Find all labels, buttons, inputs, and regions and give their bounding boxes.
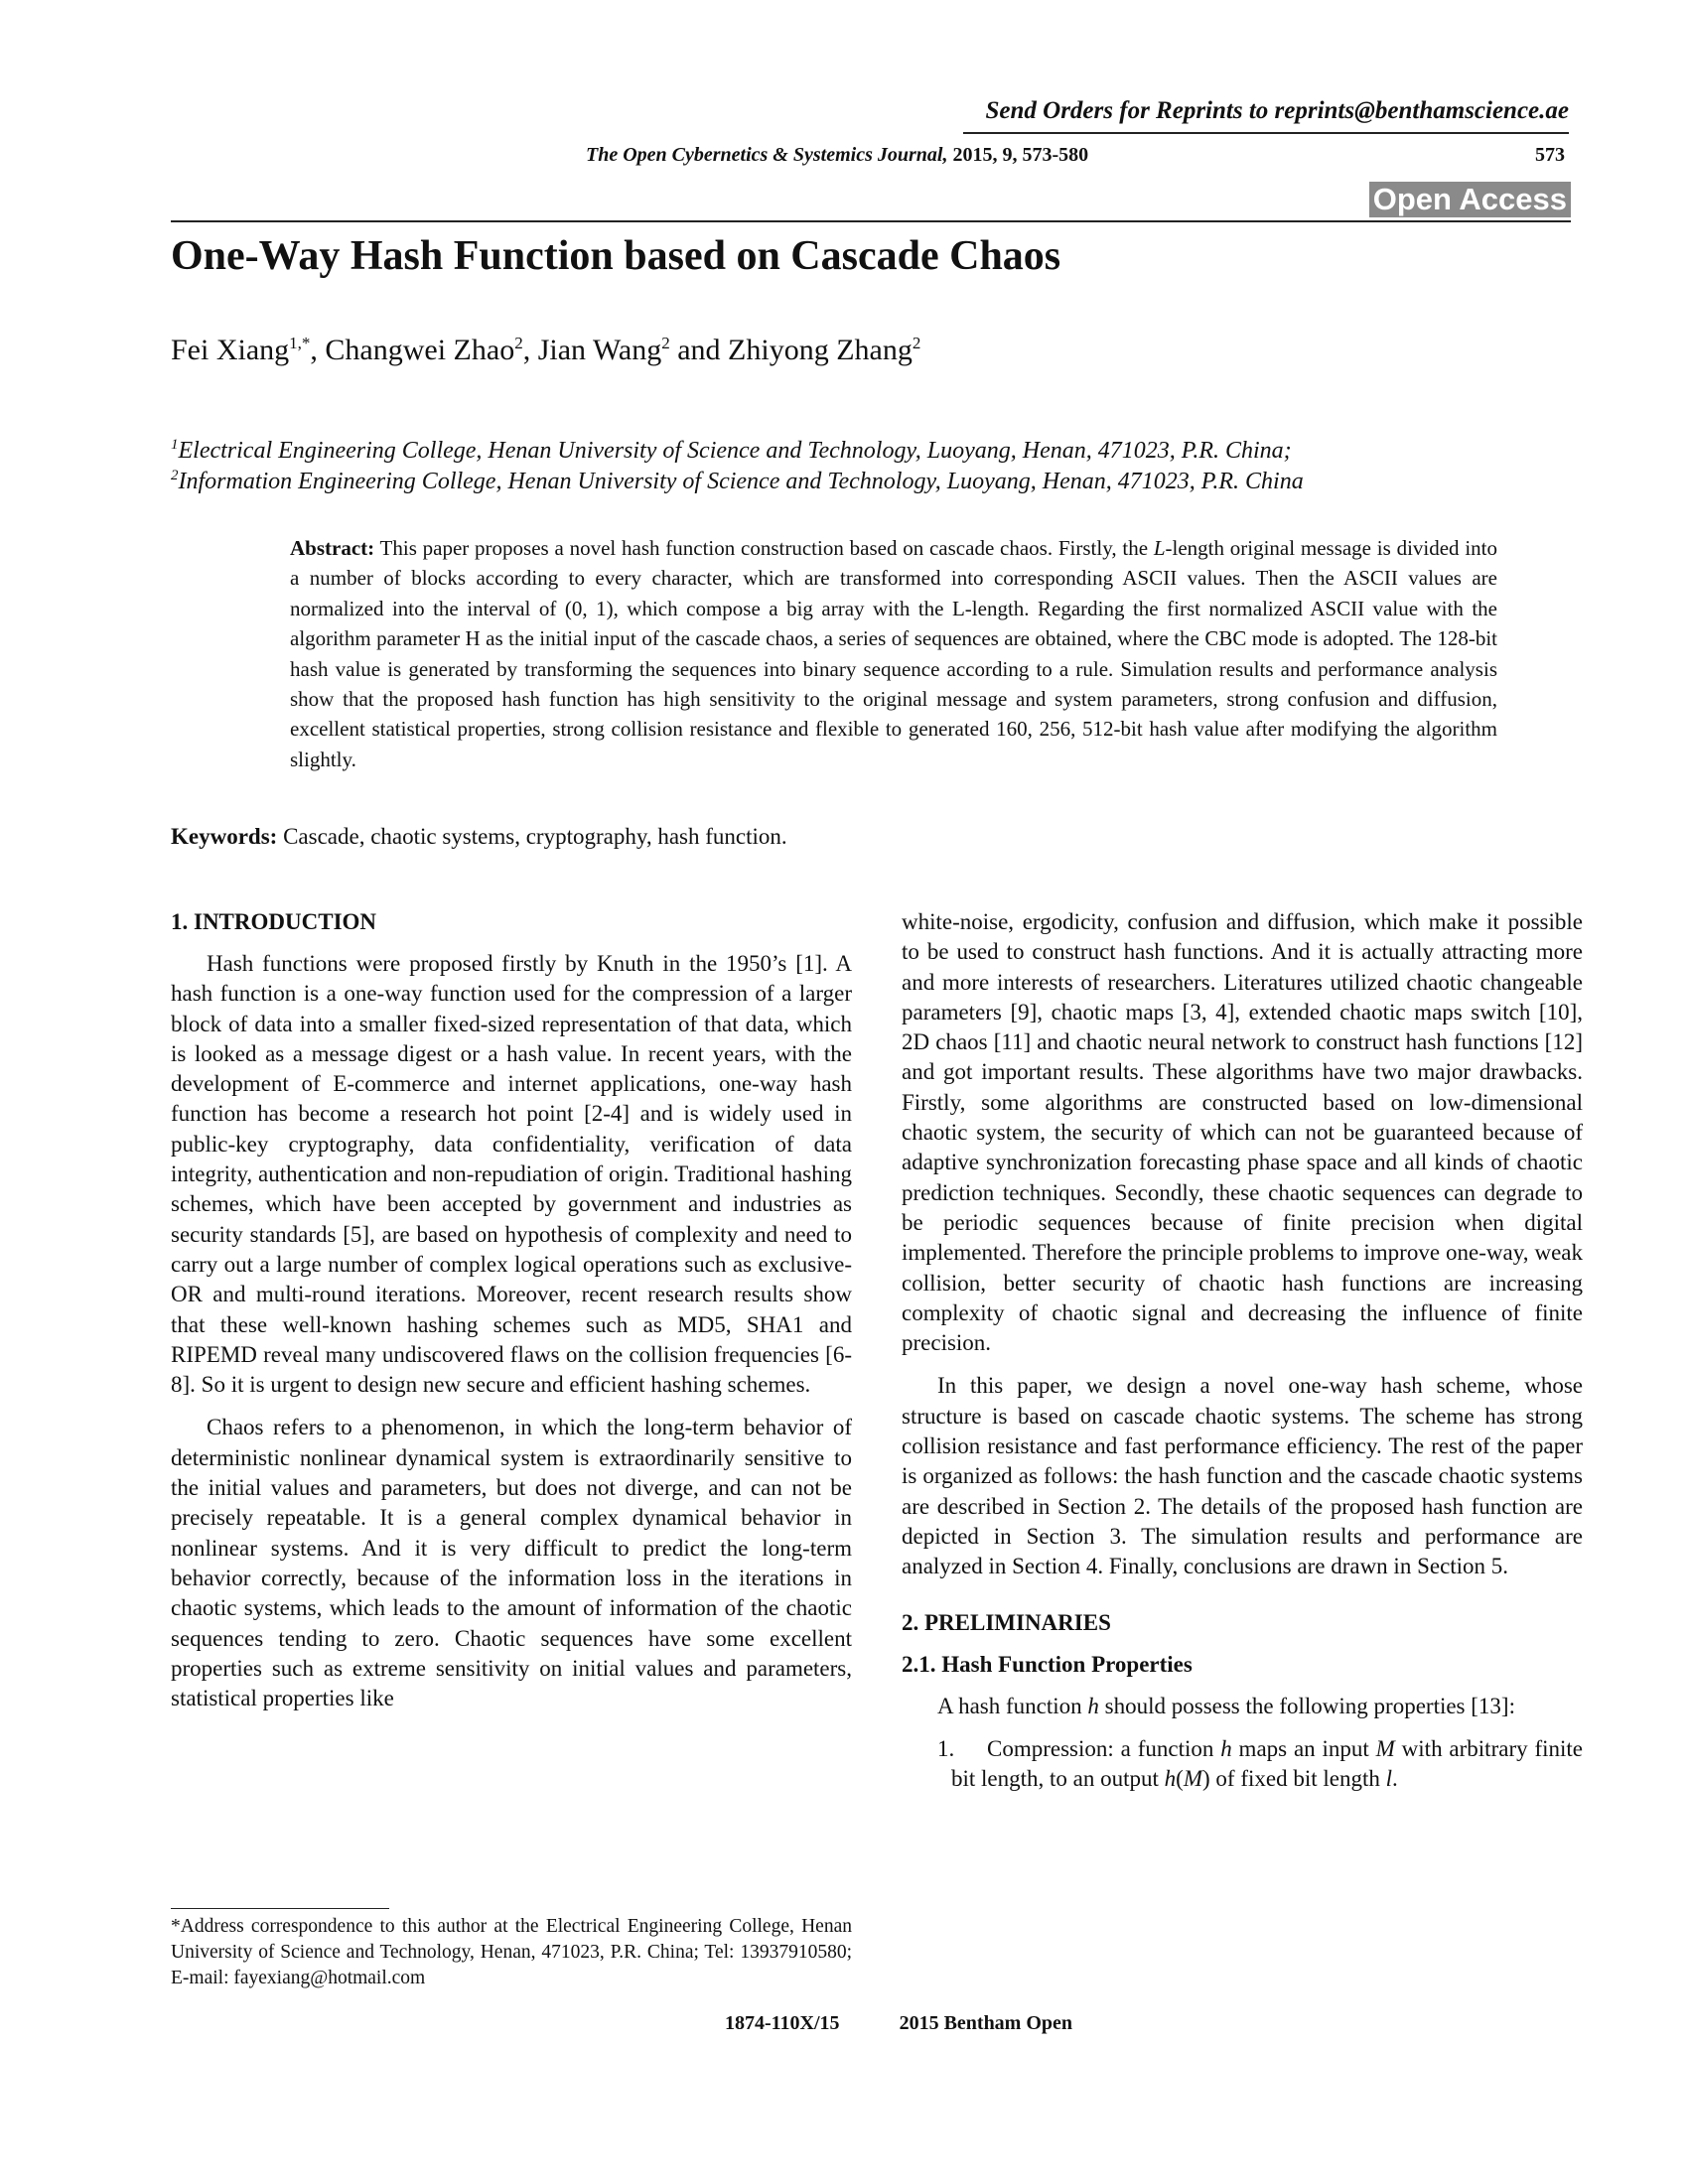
math-variable: M	[1183, 1766, 1202, 1792]
correspondence-footnote: *Address correspondence to this author at the Electrical Engineering College, Henan University of Science and Technology, Henan, 471023, P.R. China; Tel: 13937910580; E-mail: fayexiang@hotmail.com	[171, 1916, 852, 1988]
author-separator: and	[669, 334, 729, 366]
keywords	[171, 824, 787, 850]
author-name: Fei Xiang	[171, 334, 290, 366]
list-item	[902, 1734, 1583, 1795]
affiliation-mark: 1	[171, 437, 179, 453]
author-name: Jian Wang	[537, 334, 662, 366]
body-paragraph: white-noise, ergodicity, confusion and diffusion, which make it possible to be used to construct hash functions. And it is actually attracting more and more interests of researchers. Literatures utilized chaotic changeable parameters [9], chaotic maps [3, 4], extended chaotic maps switch [10], 2D chaos [11] and chaotic neural network to construct hash functions [12] and got important results. These algorithms have two major drawbacks. Firstly, some algorithms are constructed based on low-dimensional chaotic system, the security of which can not be guaranteed because of adaptive synchronization forecasting phase space and all kinds of chaotic prediction techniques. Secondly, these chaotic sequences can degrade to be periodic sequences because of finite precision when digital implemented. Therefore the principle problems to improve one-way, weak collision, better security of chaotic hash functions are increasing complexity of chaotic signal and decreasing the influence of finite precision.	[902, 909, 1583, 1356]
abstract-text: This paper proposes a novel hash function construction based on cascade chaos. Firstly, the	[374, 536, 1154, 560]
journal-volume-pages: 2015, 9, 573-580	[952, 144, 1089, 166]
text-run: ) of fixed bit length	[1202, 1766, 1386, 1792]
author-name: Changwei Zhao	[325, 334, 515, 366]
author-separator: ,	[310, 334, 326, 366]
author-affiliation-mark: 2	[912, 334, 921, 352]
author-separator: ,	[522, 334, 538, 366]
abstract-variable: L	[1153, 536, 1166, 560]
journal-name: The Open Cybernetics & Systemics Journal,	[586, 144, 948, 166]
open-access-badge: Open Access	[1369, 182, 1571, 217]
header-rule	[963, 132, 1569, 134]
page-number: 573	[1535, 144, 1565, 166]
author-affiliation-mark: 2	[661, 334, 670, 352]
subsection-heading: 2.1. Hash Function Properties	[902, 1651, 1193, 1677]
footnote-rule	[171, 1908, 389, 1909]
author-affiliation-mark: 2	[514, 334, 523, 352]
affiliation	[171, 437, 1292, 465]
text-run: maps an input	[1231, 1735, 1376, 1761]
affiliation-text: Information Engineering College, Henan University of Science and Technology, Luoyang, Henan, 471023, P.R. China	[178, 469, 1304, 494]
copyright: 2015 Bentham Open	[899, 2012, 1073, 2034]
affiliation	[171, 468, 1304, 495]
author-affiliation-mark: 1,*	[289, 334, 311, 352]
math-variable: h	[1087, 1693, 1099, 1718]
journal-citation	[586, 144, 1088, 167]
text-run: Compression: a function	[987, 1735, 1221, 1761]
paper-title: One-Way Hash Function based on Cascade Chaos	[171, 233, 1061, 279]
text-run: with arbitrary finite bit length, to an output	[951, 1735, 1583, 1792]
affiliation-mark: 2	[171, 468, 179, 483]
math-variable: h	[1220, 1735, 1232, 1761]
text-run: .	[1392, 1766, 1398, 1792]
math-variable: l	[1385, 1766, 1392, 1792]
text-run: A hash function	[937, 1693, 1088, 1718]
keywords-text: Cascade, chaotic systems, cryptography, hash function.	[277, 824, 787, 849]
text-run: should possess the following properties [13]:	[1098, 1693, 1515, 1718]
affiliation-text: Electrical Engineering College, Henan University of Science and Technology, Luoyang, Henan, 471023, P.R. China;	[178, 438, 1292, 464]
abstract-label: Abstract:	[290, 536, 375, 560]
author-name: Zhiyong Zhang	[728, 334, 913, 366]
abstract	[290, 533, 1497, 774]
abstract-text: -length original message is divided into a number of blocks according to every character, which are transformed into corresponding ASCII values. Then the ASCII values are normalized into the interval of (0, 1), which compose a big array with the L-length. Regarding the first normalized ASCII value with the algorithm parameter H as the initial input of the cascade chaos, a series of sequences are obtained, where the CBC mode is adopted. The 128-bit hash value is generated by transforming the sequences into binary sequence according to a rule. Simulation results and performance analysis show that the proposed hash function has high sensitivity to the original message and system parameters, strong confusion and diffusion, excellent statistical properties, strong collision resistance and flexible to generated 160, 256, 512-bit hash value after modifying the algorithm slightly.	[290, 536, 1497, 771]
math-variable: M	[1375, 1735, 1395, 1761]
body-paragraph: Hash functions were proposed firstly by Knuth in the 1950’s [1]. A hash function is a one-way function used for the compression of a larger block of data into a smaller fixed-sized representation of that data, which is looked as a message digest or a hash value. In recent years, with the development of E-commerce and internet applications, one-way hash function has become a research hot point [2-4] and is widely used in public-key cryptography, data confidentiality, verification of data integrity, authentication and non-repudiation of origin. Traditional hashing schemes, which have been accepted by government and industries as security standards [5], are based on hypothesis of complexity and need to carry out a large number of complex logical operations such as exclusive-OR and multi-round iterations. Moreover, recent research results show that these well-known hashing schemes such as MD5, SHA1 and RIPEMD reveal many undiscovered flaws on the collision frequencies [6-8]. So it is urgent to design new secure and efficient hashing schemes.	[171, 951, 852, 1398]
section-heading-preliminaries: 2. PRELIMINARIES	[902, 1609, 1111, 1635]
list-number: 1.	[937, 1735, 955, 1761]
issn: 1874-110X/15	[725, 2012, 840, 2034]
body-paragraph: In this paper, we design a novel one-way hash scheme, whose structure is based on cascade chaotic systems. The scheme has strong collision resistance and fast performance efficiency. The rest of the paper is organized as follows: the hash function and the cascade chaotic systems are described in Section 2. The details of the proposed hash function are depicted in Section 3. The simulation results and performance are analyzed in Section 4. Finally, conclusions are drawn in Section 5.	[902, 1373, 1583, 1579]
section-heading-introduction: 1. INTRODUCTION	[171, 909, 377, 934]
text-run: (	[1176, 1766, 1184, 1792]
page-footer	[725, 2012, 1072, 2035]
keywords-label: Keywords:	[171, 824, 278, 849]
left-column	[171, 907, 852, 1713]
author-list	[171, 334, 920, 367]
reprints-notice: Send Orders for Reprints to reprints@benthamscience.ae	[985, 97, 1569, 124]
body-paragraph: Chaos refers to a phenomenon, in which the long-term behavior of deterministic nonlinear dynamical system is extraordinarily sensitive to the initial values and parameters, but does not diverge, and can not be precisely repeatable. It is a general complex dynamical behavior in nonlinear systems. And it is very difficult to predict the long-term behavior correctly, because of the information loss in the iterations in chaotic systems, which leads to the amount of information of the chaotic sequences tending to zero. Chaotic sequences have some excellent properties such as extreme sensitivity on initial values and parameters, statistical properties like	[171, 1415, 852, 1711]
title-rule	[171, 220, 1571, 222]
right-column	[902, 907, 1583, 1794]
math-variable: h	[1164, 1766, 1177, 1792]
body-paragraph	[902, 1692, 1583, 1721]
